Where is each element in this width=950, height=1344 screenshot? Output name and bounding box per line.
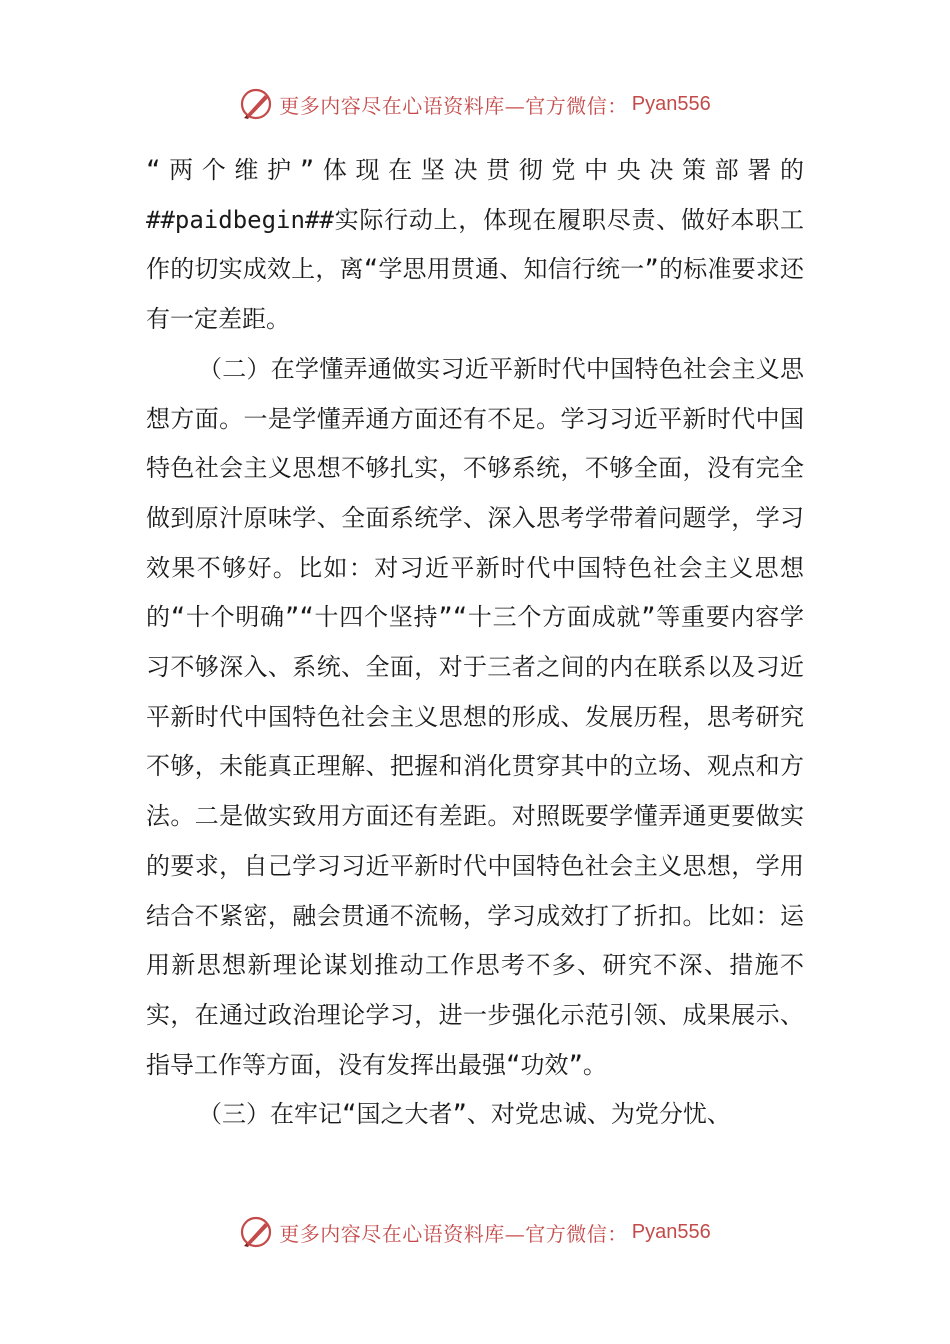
paragraph: （三）在牢记“国之大者”、对党忠诚、为党分忧、 [198, 1100, 731, 1129]
footer-wechat-id: Pyan556 [631, 1220, 711, 1243]
header-banner [0, 84, 950, 124]
pen-logo-icon [239, 87, 273, 121]
footer-banner [0, 1212, 950, 1252]
paragraph: “两个维护”体现在坚决贯彻党中央决策部署的##paidbegin##实际行动上，体现在履职尽责、做好本职工作的切实成效上，离“学思用贯通、知信行统一”的标准要求还有一定差距。 [146, 156, 804, 334]
paragraph: （二）在学懂弄通做实习近平新时代中国特色社会主义思想方面。一是学懂弄通方面还有不足。学习习近平新时代中国特色社会主义思想不够扎实，不够系统，不够全面，没有完全做到原汁原味学、全面系统学、深入思考学带着问题学，学习效果不够好。比如：对习近平新时代中国特色社会主义思想的“十个明确”“十四个坚持”“十三个方面成就”等重要内容学习不够深入、系统、全面，对于三者之间的内在联系以及习近平新时代中国特色社会主义思想的形成、发展历程，思考研究不够，未能真正理解、把握和消化贯穿其中的立场、观点和方法。二是做实致用方面还有差距。对照既要学懂弄通更要做实的要求，自己学习习近平新时代中国特色社会主义思想，学用结合不紧密，融会贯通不流畅，学习成效打了折扣。比如：运用新思想新理论谋划推动工作思考不多、研究不深、措施不实，在通过政治理论学习，进一步强化示范引领、成果展示、指导工作等方面，没有发挥出最强“功效”。 [146, 354, 804, 1079]
document-body [146, 146, 804, 1140]
header-wechat-id: Pyan556 [631, 92, 711, 115]
header-banner-text: 更多内容尽在心语资料库—官方微信： [279, 93, 628, 118]
pen-logo-icon [239, 1215, 273, 1249]
footer-banner-text: 更多内容尽在心语资料库—官方微信： [279, 1221, 628, 1246]
